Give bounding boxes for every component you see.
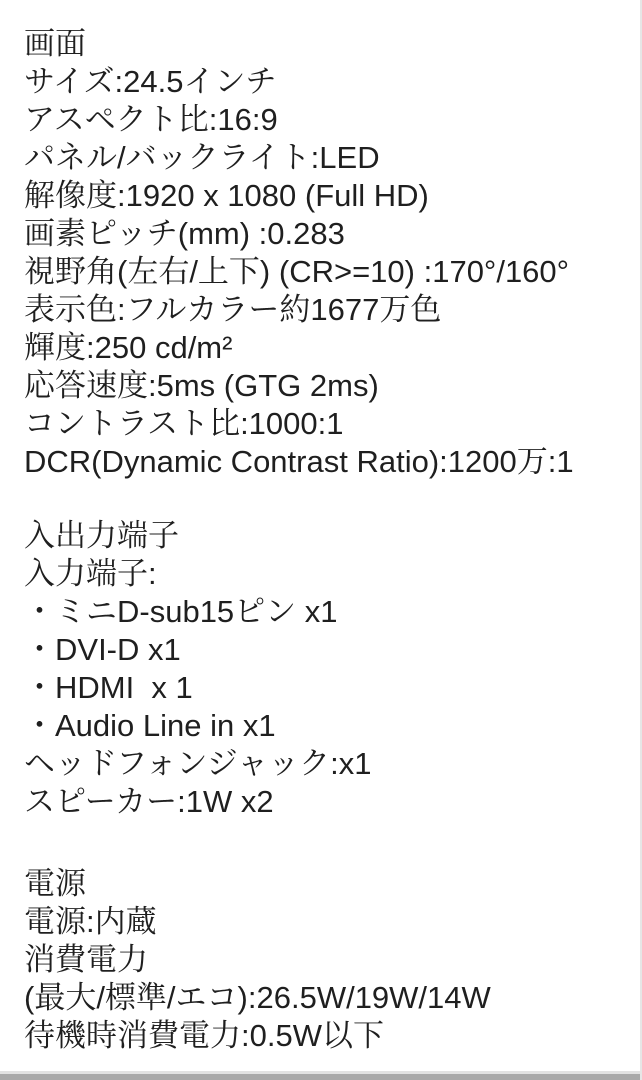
spec-line: アスペクト比:16:9 — [24, 102, 278, 137]
spec-line: ・DVI-D x1 — [24, 632, 181, 667]
spec-line: ・HDMI x 1 — [24, 670, 193, 705]
spec-line: DCR(Dynamic Contrast Ratio):1200万:1 — [24, 444, 574, 479]
bottom-bar-edge-shadow — [0, 1074, 640, 1080]
spec-line: 視野角(左右/上下) (CR>=10) :170°/160° — [24, 254, 570, 289]
section-title: 画面 — [24, 26, 86, 61]
spec-line: 入力端子: — [24, 556, 157, 591]
spec-section-screen — [24, 25, 628, 481]
bottom-bar-edge — [0, 1071, 640, 1080]
spec-line: コントラスト比:1000:1 — [24, 406, 344, 441]
spec-line: 応答速度:5ms (GTG 2ms) — [24, 368, 379, 403]
spec-line: パネル/バックライト:LED — [24, 140, 380, 175]
spec-line: 電源:内蔵 — [24, 904, 157, 939]
spec-line: サイズ:24.5インチ — [24, 64, 277, 99]
spec-line: ・Audio Line in x1 — [24, 708, 276, 743]
spec-line: 解像度:1920 x 1080 (Full HD) — [24, 178, 429, 213]
spec-line: 画素ピッチ(mm) :0.283 — [24, 216, 345, 251]
spec-section-io — [24, 517, 628, 821]
spec-line: ヘッドフォンジャック:x1 — [24, 746, 372, 781]
spec-line: ・ミニD-sub15ピン x1 — [24, 594, 338, 629]
spec-section-power — [24, 865, 628, 1055]
spec-line: 消費電力 — [24, 942, 148, 977]
spec-line: 待機時消費電力:0.5W以下 — [24, 1018, 384, 1053]
section-title: 入出力端子 — [24, 518, 179, 553]
spec-line: 輝度:250 cd/m² — [24, 330, 233, 365]
spec-line: 表示色:フルカラー約1677万色 — [24, 292, 442, 327]
spec-line: (最大/標準/エコ):26.5W/19W/14W — [24, 980, 491, 1015]
section-title: 電源 — [24, 866, 86, 901]
spec-line: スピーカー:1W x2 — [24, 784, 274, 819]
